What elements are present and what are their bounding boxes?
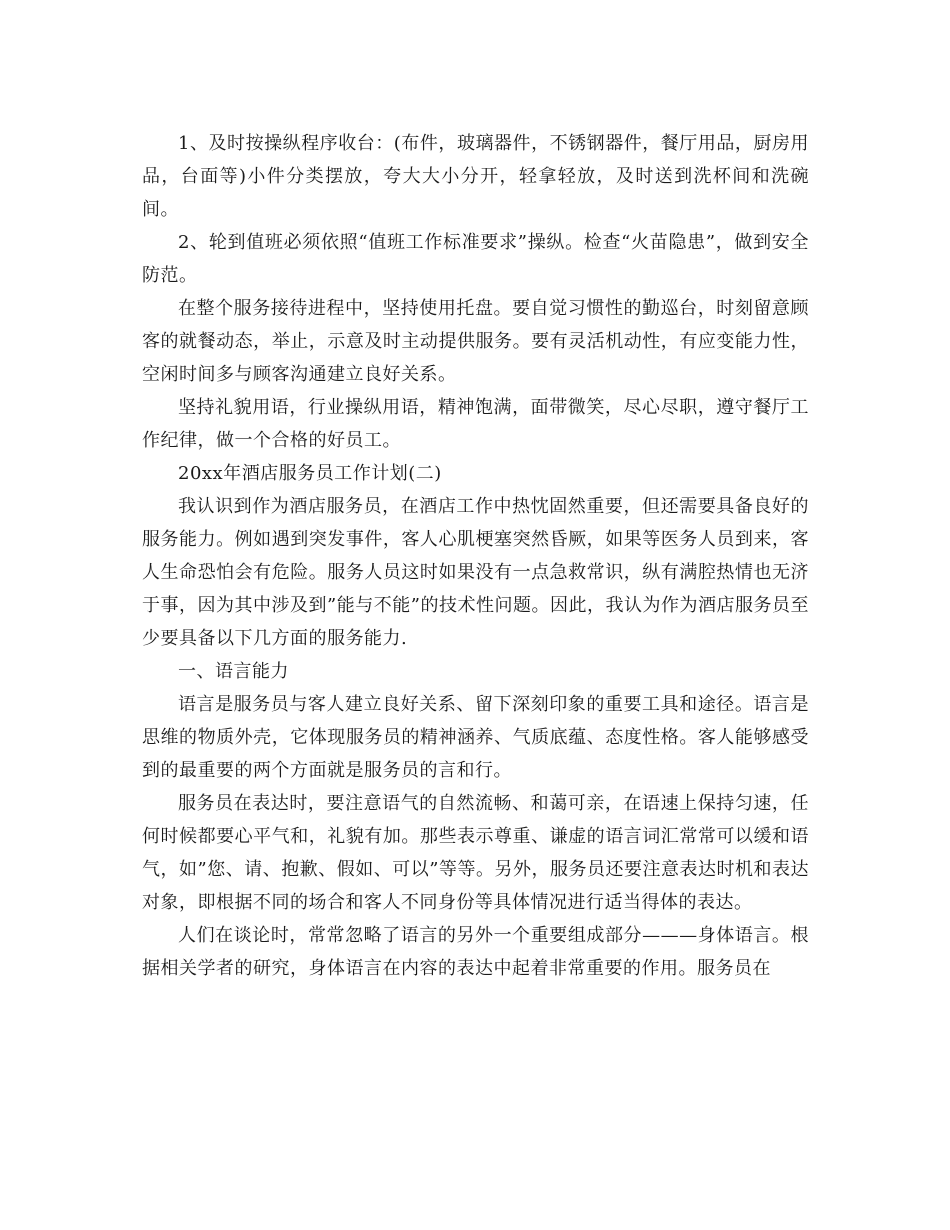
paragraph-body-language: 人们在谈论时，常常忽略了语言的另外一个重要组成部分———身体语言。根据相关学者的研究，身体语言在内容的表达中起着非常重要的作用。服务员在 [142,925,809,979]
paragraph-tray-service: 在整个服务接待进程中，坚持使用托盘。要自觉习惯性的勤巡台，时刻留意顾客的就餐动态，举止，示意及时主动提供服务。要有灵活机动性，有应变能力性，空闲时间多与顾客沟通建立良好关系。 [142,298,809,385]
paragraph-polite-language: 坚持礼貌用语，行业操纵用语，精神饱满，面带微笑，尽心尽职，遵守餐厅工作纪律，做一个合格的好员工。 [142,397,809,451]
paragraph-expression-tone: 服务员在表达时，要注意语气的自然流畅、和蔼可亲，在语速上保持匀速，任何时候都要心平气和，礼貌有加。那些表示尊重、谦虚的语言词汇常常可以缓和语气，如”您、请、抱歉、假如、可以”等等。另外，服务员还要注意表达时机和表达对象，即根据不同的场合和客人不同身份等具体情况进行适当得体的表达。 [142,793,809,913]
section-title-work-plan: 20xx年酒店服务员工作计划(二) [178,463,442,484]
paragraph-language-importance: 语言是服务员与客人建立良好关系、留下深刻印象的重要工具和途径。语言是思维的物质外壳，它体现服务员的精神涵养、气质底蕴、态度性格。客人能够感受到的最重要的两个方面就是服务员的言和行。 [142,694,809,781]
paragraph-receiving-procedure: 1、及时按操纵程序收台：(布件，玻璃器件，不锈钢器件，餐厅用品，厨房用品，台面等)小件分类摆放，夸大大小分开，轻拿轻放，及时送到洗杯间和洗碗间。 [142,133,809,220]
paragraph-duty-safety: 2、轮到值班必须依照“值班工作标准要求”操纵。检查“火苗隐患”，做到安全防范。 [142,232,809,286]
document-body [142,127,809,985]
section-heading-language-ability: 一、语言能力 [178,661,289,682]
paragraph-service-ability: 我认识到作为酒店服务员，在酒店工作中热忱固然重要，但还需要具备良好的服务能力。例如遇到突发事件，客人心肌梗塞突然昏厥，如果等医务人员到来，客人生命恐怕会有危险。服务人员这时如果没有一点急救常识，纵有满腔热情也无济于事，因为其中涉及到”能与不能”的技术性问题。因此，我认为作为酒店服务员至少要具备以下几方面的服务能力. [142,496,809,649]
